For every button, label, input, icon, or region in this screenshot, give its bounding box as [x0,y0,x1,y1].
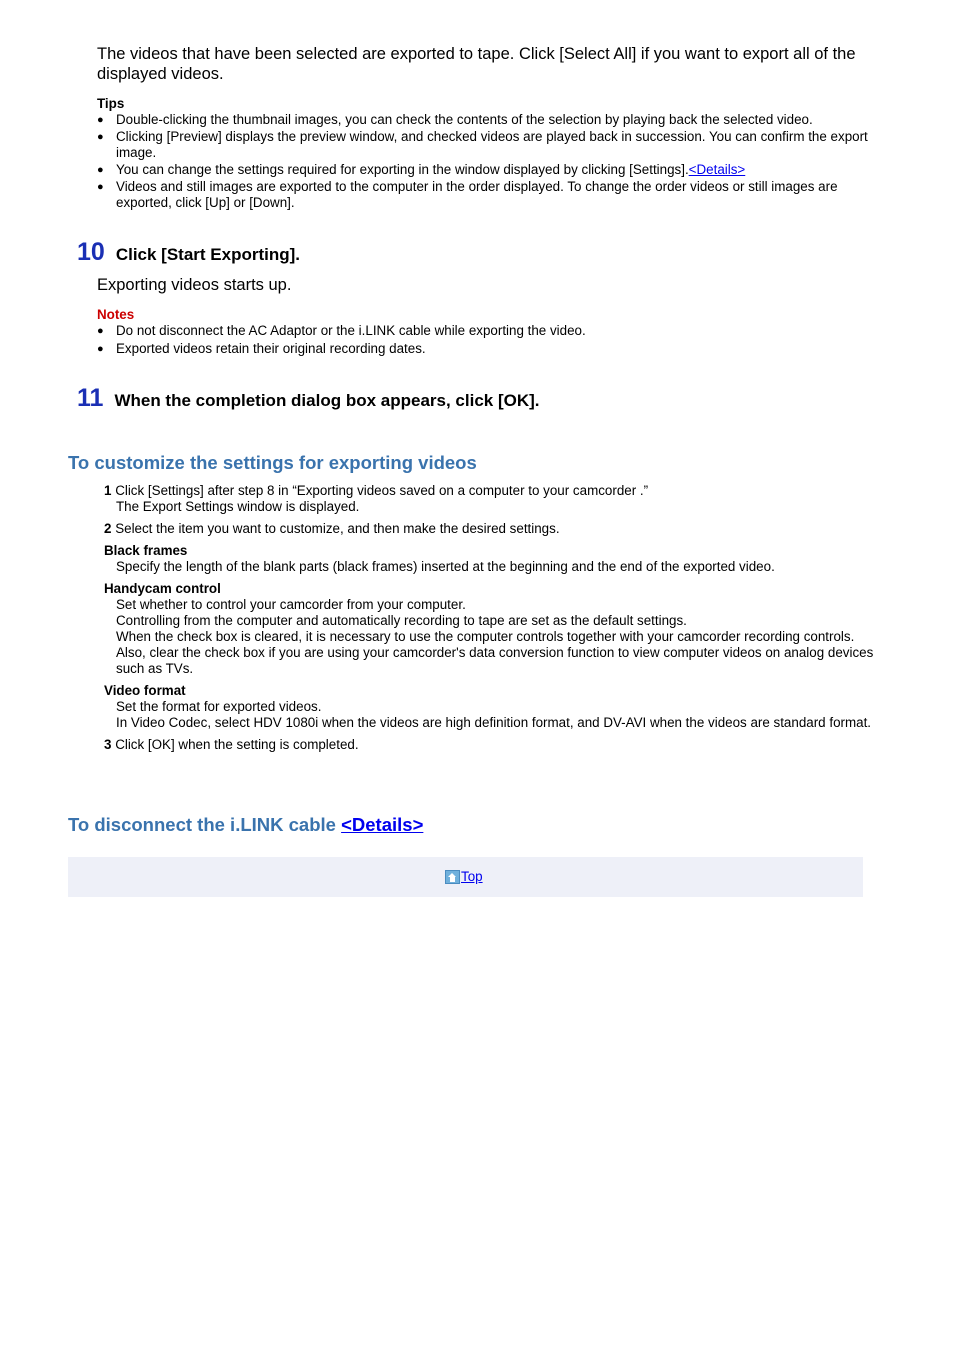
bullet-icon: ● [97,343,104,355]
list-item: ● Double-clicking the thumbnail images, you can check the contents of the selection by playing back the selected video. [97,112,813,127]
step-title: When the completion dialog box appears, click [OK]. [114,391,540,410]
substep-1: 1 Click [Settings] after step 8 in “Exporting videos saved on a computer to your camcorder .” [104,483,649,498]
bullet-icon: ● [97,325,104,337]
step-title: Click [Start Exporting]. [115,245,300,264]
list-item: ● Clicking [Preview] displays the preview window, and checked videos are played back in succession. You can confirm the export image. [97,129,868,160]
top-link[interactable]: Top [445,869,483,884]
disconnect-heading: To disconnect the i.LINK cable <Details> [68,814,424,835]
notes-list [97,323,887,357]
customize-heading: To customize the settings for exporting videos [68,452,477,473]
handycam-control-text: Set whether to control your camcorder from your computer. Controlling from the computer and automatically recording to tape are set as the default settings. When the check box is cleared, it is necessary to use the computer controls together with your camcorder recording controls. Also, clear the check box if you are using your camcorder's data conversion function to view computer videos on analog devices such as TVs. [116,597,874,676]
details-link[interactable]: <Details> [688,162,746,177]
notes-label: Notes [97,307,135,322]
list-item: ● Exported videos retain their original recording dates. [97,341,426,356]
handycam-control-title: Handycam control [104,581,221,596]
details-link[interactable]: <Details> [341,814,424,835]
tips-label: Tips [97,96,125,111]
substep-3: 3 Click [OK] when the setting is completed. [104,737,359,752]
intro-paragraph: The videos that have been selected are exported to tape. Click [Select All] if you want to export all of the displayed videos. [97,45,856,83]
video-format-title: Video format [104,683,186,698]
step-10 [77,238,300,267]
substep-1-note: The Export Settings window is displayed. [116,499,360,514]
list-item: ● Videos and still images are exported to the computer in the order displayed. To change the order videos or still images are exported, click [Up] or [Down]. [97,179,838,210]
bullet-icon: ● [97,164,104,176]
step-10-body: Exporting videos starts up. [97,276,292,294]
step-11 [77,384,540,413]
step-number: 11 [77,384,104,412]
bullet-icon: ● [97,131,104,143]
bullet-icon: ● [97,181,104,193]
list-item: ● You can change the settings required for exporting in the window displayed by clicking [Settings].<Details> [97,162,746,177]
list-item: ● Do not disconnect the AC Adaptor or the i.LINK cable while exporting the video. [97,323,586,338]
customize-body [104,483,884,753]
video-format-text: Set the format for exported videos. In Video Codec, select HDV 1080i when the videos are high definition format, and DV-AVI when the videos are standard format. [116,699,872,730]
step-number: 10 [77,238,105,266]
home-icon [445,870,460,884]
bullet-icon: ● [97,114,104,126]
black-frames-title: Black frames [104,543,188,558]
substep-2: 2 Select the item you want to customize, and then make the desired settings. [104,521,560,536]
black-frames-text: Specify the length of the blank parts (black frames) inserted at the beginning and the end of the exported video. [116,559,775,574]
tips-list [97,112,887,211]
footer-bar [68,857,863,897]
